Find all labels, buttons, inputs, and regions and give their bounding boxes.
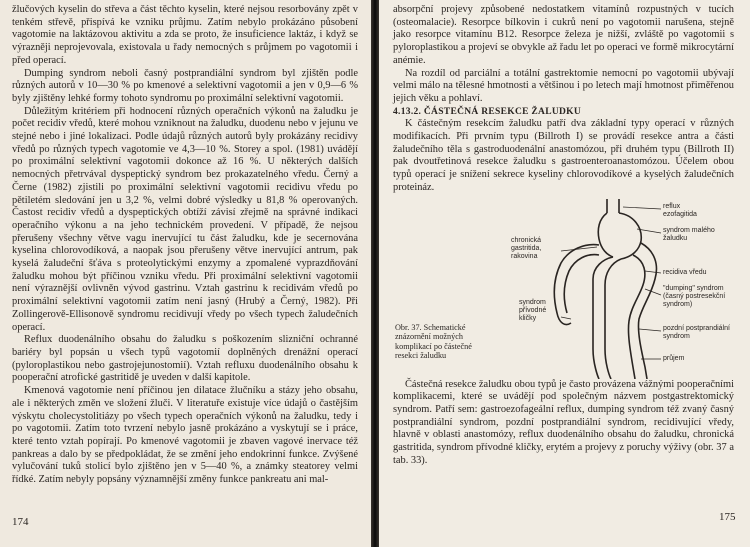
label-pozdni-postprandialni: pozdní postprandiální syndrom [663, 324, 730, 340]
label-syndrom-privodne-klicky: syndrom přívodné kličky [519, 298, 547, 322]
right-page [379, 0, 750, 547]
paragraph: Dumping syndrom neboli časný postprandiální syndrom byl zjištěn podle různých autorů v 10—30 % po kmenové a selektivní vagotomii a jen v 0,9—6 % byly zjištěny lehké formy tohoto syndromu po proximální selektivní vagotomii. [12, 67, 358, 104]
left-text-column [12, 4, 358, 487]
label-reflux-ezofagitida: reflux ezofagitida [663, 202, 697, 218]
label-recidiva-vredu: recidiva vředu [663, 268, 707, 276]
page-number: 175 [719, 511, 736, 523]
label-syndrom-maleho-zaludku: syndrom malého žaludku [663, 226, 715, 242]
paragraph: Kmenová vagotomie není příčinou jen dilatace žlučníku a stázy jeho obsahu, ale i některých změn ve složení žluči. V literatuře existuje více údajů o častějším výskytu cholecystolitiázy po všech typech operačních výkonů na žaludku, tedy i po vagotomii. Zatím toto tvrzení nebylo jasně prokázáno a vyskytují se i práce, které tento vztah popírají. Po kmenové vagotomii je zbaven vagové inervace též pankreas a dalo by se předpokládat, že se změní jeho endokrinní funkce. Zvýšené vylučování tuků stolicí bylo zjištěno jen v 5—40 %, a známky steatorey velmi řídké. Zatím nebyly popsány významnější změny funkce pankreatu ani mal- [12, 385, 358, 486]
label-chronicka-gastritida: chronická gastritida, rakovina [511, 236, 542, 260]
paragraph: Na rozdíl od parciální a totální gastrektomie nemocní po vagotomii ubývají velmi málo na tělesné hmotnosti a většinou i po letech mají hmotnost přiměřenou jejich věku a pohlaví. [393, 67, 734, 104]
book-gutter [371, 0, 379, 547]
paragraph: Částečná resekce žaludku obou typů je často provázena vážnými pooperačními komplikacemi, které se uvádějí pod společným názvem postgastrektomický syndrom. Patří sem: gastroezofageální reflux, dumping syndrom též zvaný časný postprandiální syndrom, pozdní postprandiální syndrom, recidivující vředy, hlavně v oblasti anastomózy, reflux duodenálního obsahu do žaludku, chronická gastritida, syndrom přívodné kličky, erytém a projevy z poruchy výživy (obr. 37 a tab. 33). [393, 378, 734, 466]
paragraph: absorpční projevy způsobené nedostatkem vitamínů rozpustných v tucích (osteomalacie). Resorpce bílkovin i cukrů není po vagotomii narušena, stejně jako resorpce vitamínu B12. Resorpce železa je nižší, zvláště po vagotomii s pyloroplastikou a projeví se obvykle až řadu let po operaci ve formě mikrocytární anémie. [393, 4, 734, 66]
label-dumping-syndrom: "dumping" syndrom (časný postresekční syndrom) [663, 284, 726, 308]
paragraph: Důležitým kritériem při hodnocení různých operačních výkonů na žaludku je počet recidiv vředů, které mohou vzniknout na žaludku, duodenu nebo v jejunu ve stejné nebo i jiné lokalizaci. Podle údajů různých autorů byly prokázány recidivy vředů po různých typech vagotomie ve 4,3—10 %. Storey a spol. (1981) uvádějí po proximální selektivní vagotomii dokonce až 16 %. U některých dalších nemocných přetrvával dyspeptický syndrom bez prokazatelného vředu. Černý a Černe (1982) zjistili po proximální selektivní vagotomii recidivu vředu po pětiletém sledování jen u 3,2 %, velmi dobré výsledky u 81,8 % operovaných. Častost recidiv vředů a dyspeptických obtíží závisí zřejmě na správné indikaci operačního výkonu a na jeho technickém provedení. V případě, že nejsou přerušeny všechny větve vagu inervující tu část žaludku, kde je secernována kyselina chlorovodíková, a naopak jsou přerušeny větve inervující antrum, pak kyselá žaludeční šťáva s proteolytickými enzymy a zpomalené vyprazdňování žaludku mohou být příčinou vzniku vředu. Při proximální selektivní vagotomii není výraznější ovlivněn vývod gastrinu. Vztah gastrinu k recidivám vředů po proximální selektivní vagotomii zatím není jasný (Hrubý a Černý, 1982). Při Zollingerově-Ellisonově syndromu recidivují vředy po všech typech žaludečních operací. [12, 105, 358, 333]
paragraph: K částečným resekcím žaludku patří dva základní typy operací v různých modifikacích. Při prvním typu (Billroth I) se provádí resekce antra a části žaludečního těla s gastroduodenální anastomózou, při druhém typu (Billroth II) pak dvoutřetinová resekce žaludku s gastroenteroanastomózou. Účelem obou typů operací je snížení sekrece kyseliny chlorovodíkové a kyselých žaludečních proteináz. [393, 118, 734, 193]
label-prujem: průjem [663, 354, 685, 362]
left-page [0, 0, 371, 547]
right-text-column [393, 4, 734, 467]
page-number: 174 [12, 516, 29, 528]
paragraph: žlučových kyselin do střeva a část těchto kyselin, které nejsou resorbovány zpět v tenkém střevě, přispívá ke vzniku průjmu. Zatím nebylo prokázáno působení vagotomie na laktázovou aktivitu a zda se proto, že insuficience laktáz, i když se výrazněji neprojevovala, existovala u řady nemocných s průjmem po vagotomii i před operací. [12, 4, 358, 66]
figure-37 [393, 199, 734, 379]
section-heading: 4.13.2. ČÁSTEČNÁ RESEKCE ŽALUDKU [393, 106, 582, 117]
figure-caption: Obr. 37. Schematické znázornění možných komplikací po částečné resekci žaludku [395, 322, 472, 361]
paragraph: Reflux duodenálního obsahu do žaludku s poškozením slizniční ochranné bariéry byl popsán u všech typů vagotomií doplněných drenážní operací (pyloroplastikou nebo gastrojejunostomií). Vztah refluxu duodenálního obsahu k pooperační atrofické gastritidě je uveden v další kapitole. [12, 334, 358, 384]
